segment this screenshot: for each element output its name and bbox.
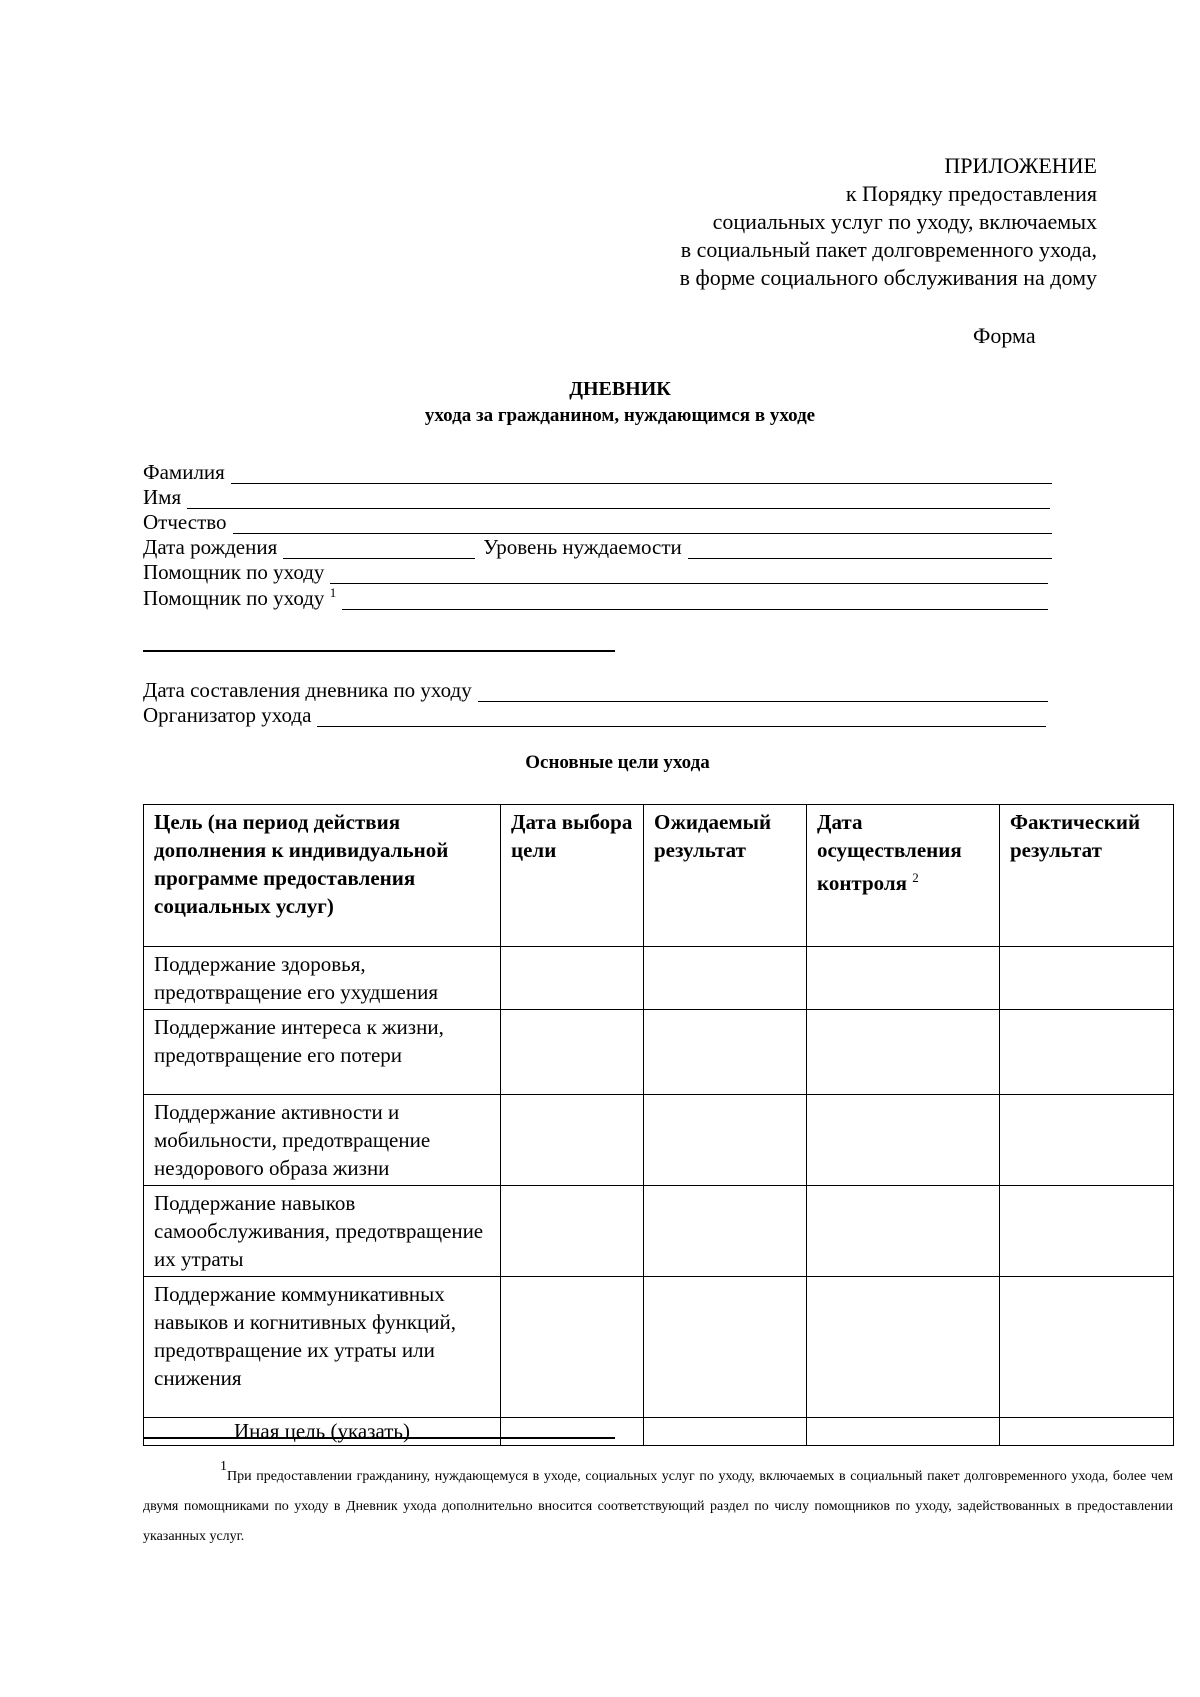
surname-label: Фамилия [143, 460, 225, 484]
table-row [144, 1277, 1174, 1418]
separator-line [143, 650, 615, 652]
need-level-input-line[interactable] [688, 539, 1052, 559]
name-input-line[interactable] [187, 489, 1050, 509]
table-row [144, 947, 1174, 1010]
goal-cell: Поддержание активности и мобильности, предотвращение нездорового образа жизни [144, 1095, 501, 1186]
empty-cell[interactable] [501, 1095, 644, 1186]
appendix-block [537, 152, 1097, 292]
footnote-mark: 1 [220, 1459, 227, 1474]
document-title: ДНЕВНИК [569, 378, 671, 400]
patronymic-input-line[interactable] [233, 514, 1052, 534]
empty-cell[interactable] [644, 1277, 807, 1418]
empty-cell[interactable] [501, 1277, 644, 1418]
table-row [144, 1010, 1174, 1095]
empty-cell[interactable] [644, 1418, 807, 1446]
helper2-field [143, 584, 1048, 610]
empty-cell[interactable] [501, 947, 644, 1010]
header-control-date-cell [807, 805, 1000, 947]
goal-cell: Иная цель (указать) [144, 1418, 501, 1446]
table-header-row [144, 805, 1174, 947]
empty-cell[interactable] [1000, 1418, 1174, 1446]
surname-field [143, 458, 1052, 484]
appendix-line: в форме социального обслуживания на дому [679, 265, 1097, 290]
name-label: Имя [143, 485, 182, 509]
empty-cell[interactable] [1000, 947, 1174, 1010]
appendix-line: в социальный пакет долговременного ухода, [680, 237, 1097, 262]
empty-cell[interactable] [1000, 1277, 1174, 1418]
table-row [144, 1186, 1174, 1277]
table-row [144, 1095, 1174, 1186]
patronymic-field [143, 508, 1052, 534]
appendix-line: ПРИЛОЖЕНИЕ [944, 153, 1097, 178]
diary-date-field [143, 676, 1048, 702]
table-row [144, 1418, 1174, 1446]
helper1-input-line[interactable] [330, 564, 1048, 584]
appendix-line: социальных услуг по уходу, включаемых [712, 209, 1097, 234]
empty-cell[interactable] [644, 1095, 807, 1186]
empty-cell[interactable] [644, 947, 807, 1010]
empty-cell[interactable] [1000, 1010, 1174, 1095]
helper2-label-wrap [143, 581, 342, 610]
birth-date-label: Дата рождения [143, 535, 278, 559]
organizer-field [143, 701, 1046, 727]
goal-cell: Поддержание коммуникативных навыков и когнитивных функций, предотвращение их утраты или снижения [144, 1277, 501, 1418]
header-goal: Цель (на период действия дополнения к индивидуальной программе предоставления социальных услуг) [144, 805, 501, 947]
helper1-label: Помощник по уходу [143, 560, 325, 584]
empty-cell[interactable] [501, 1186, 644, 1277]
form-label: Форма [973, 323, 1036, 348]
empty-cell[interactable] [501, 1418, 644, 1446]
goal-cell: Поддержание здоровья, предотвращение его ухудшения [144, 947, 501, 1010]
birth-date-input-line[interactable] [283, 539, 475, 559]
footnote-ref-2: 2 [912, 870, 919, 885]
empty-cell[interactable] [1000, 1186, 1174, 1277]
header-choice-date: Дата выбора цели [501, 805, 644, 947]
empty-cell[interactable] [644, 1010, 807, 1095]
header-actual-result: Фактический результат [1000, 805, 1174, 947]
footnote-ref-1: 1 [329, 585, 337, 600]
empty-cell[interactable] [807, 1186, 1000, 1277]
diary-date-input-line[interactable] [478, 682, 1048, 702]
need-level-label: Уровень нуждаемости [483, 535, 682, 559]
footnote-text: При предоставлении гражданину, нуждающемуся в уходе, социальных услуг по уходу, включаемых в социальный пакет долговременного ухода, более чем двумя помощниками по уходу в Дневник ухода дополнительно вносится соответствующий раздел по числу помощников по уходу, задействованных в предоставлении указанных услуг. [143, 1469, 1173, 1544]
goal-cell: Поддержание интереса к жизни, предотвращение его потери [144, 1010, 501, 1095]
empty-cell[interactable] [501, 1010, 644, 1095]
empty-cell[interactable] [807, 1010, 1000, 1095]
appendix-line: к Порядку предоставления [845, 181, 1097, 206]
diary-date-label: Дата составления дневника по уходу [143, 678, 472, 702]
empty-cell[interactable] [807, 1418, 1000, 1446]
helper2-label: Помощник по уходу [143, 586, 325, 610]
footnote [143, 1452, 1173, 1552]
empty-cell[interactable] [1000, 1095, 1174, 1186]
surname-input-line[interactable] [231, 464, 1052, 484]
helper2-input-line[interactable] [342, 590, 1048, 610]
empty-cell[interactable] [807, 1095, 1000, 1186]
organizer-label: Организатор ухода [143, 703, 312, 727]
header-control-date: Дата осуществления контроля [817, 810, 962, 895]
patronymic-label: Отчество [143, 510, 227, 534]
document-subtitle: ухода за гражданином, нуждающимся в уходе [424, 405, 816, 426]
organizer-input-line[interactable] [317, 707, 1046, 727]
header-expected-result: Ожидаемый результат [644, 805, 807, 947]
empty-cell[interactable] [807, 1277, 1000, 1418]
birth-and-level-field [143, 533, 1052, 559]
goals-table [143, 804, 1174, 1446]
empty-cell[interactable] [807, 947, 1000, 1010]
section-title: Основные цели ухода [525, 752, 710, 773]
name-field [143, 483, 1050, 509]
empty-cell[interactable] [644, 1186, 807, 1277]
footnote-separator [143, 1437, 615, 1439]
goal-cell: Поддержание навыков самообслуживания, предотвращение их утраты [144, 1186, 501, 1277]
